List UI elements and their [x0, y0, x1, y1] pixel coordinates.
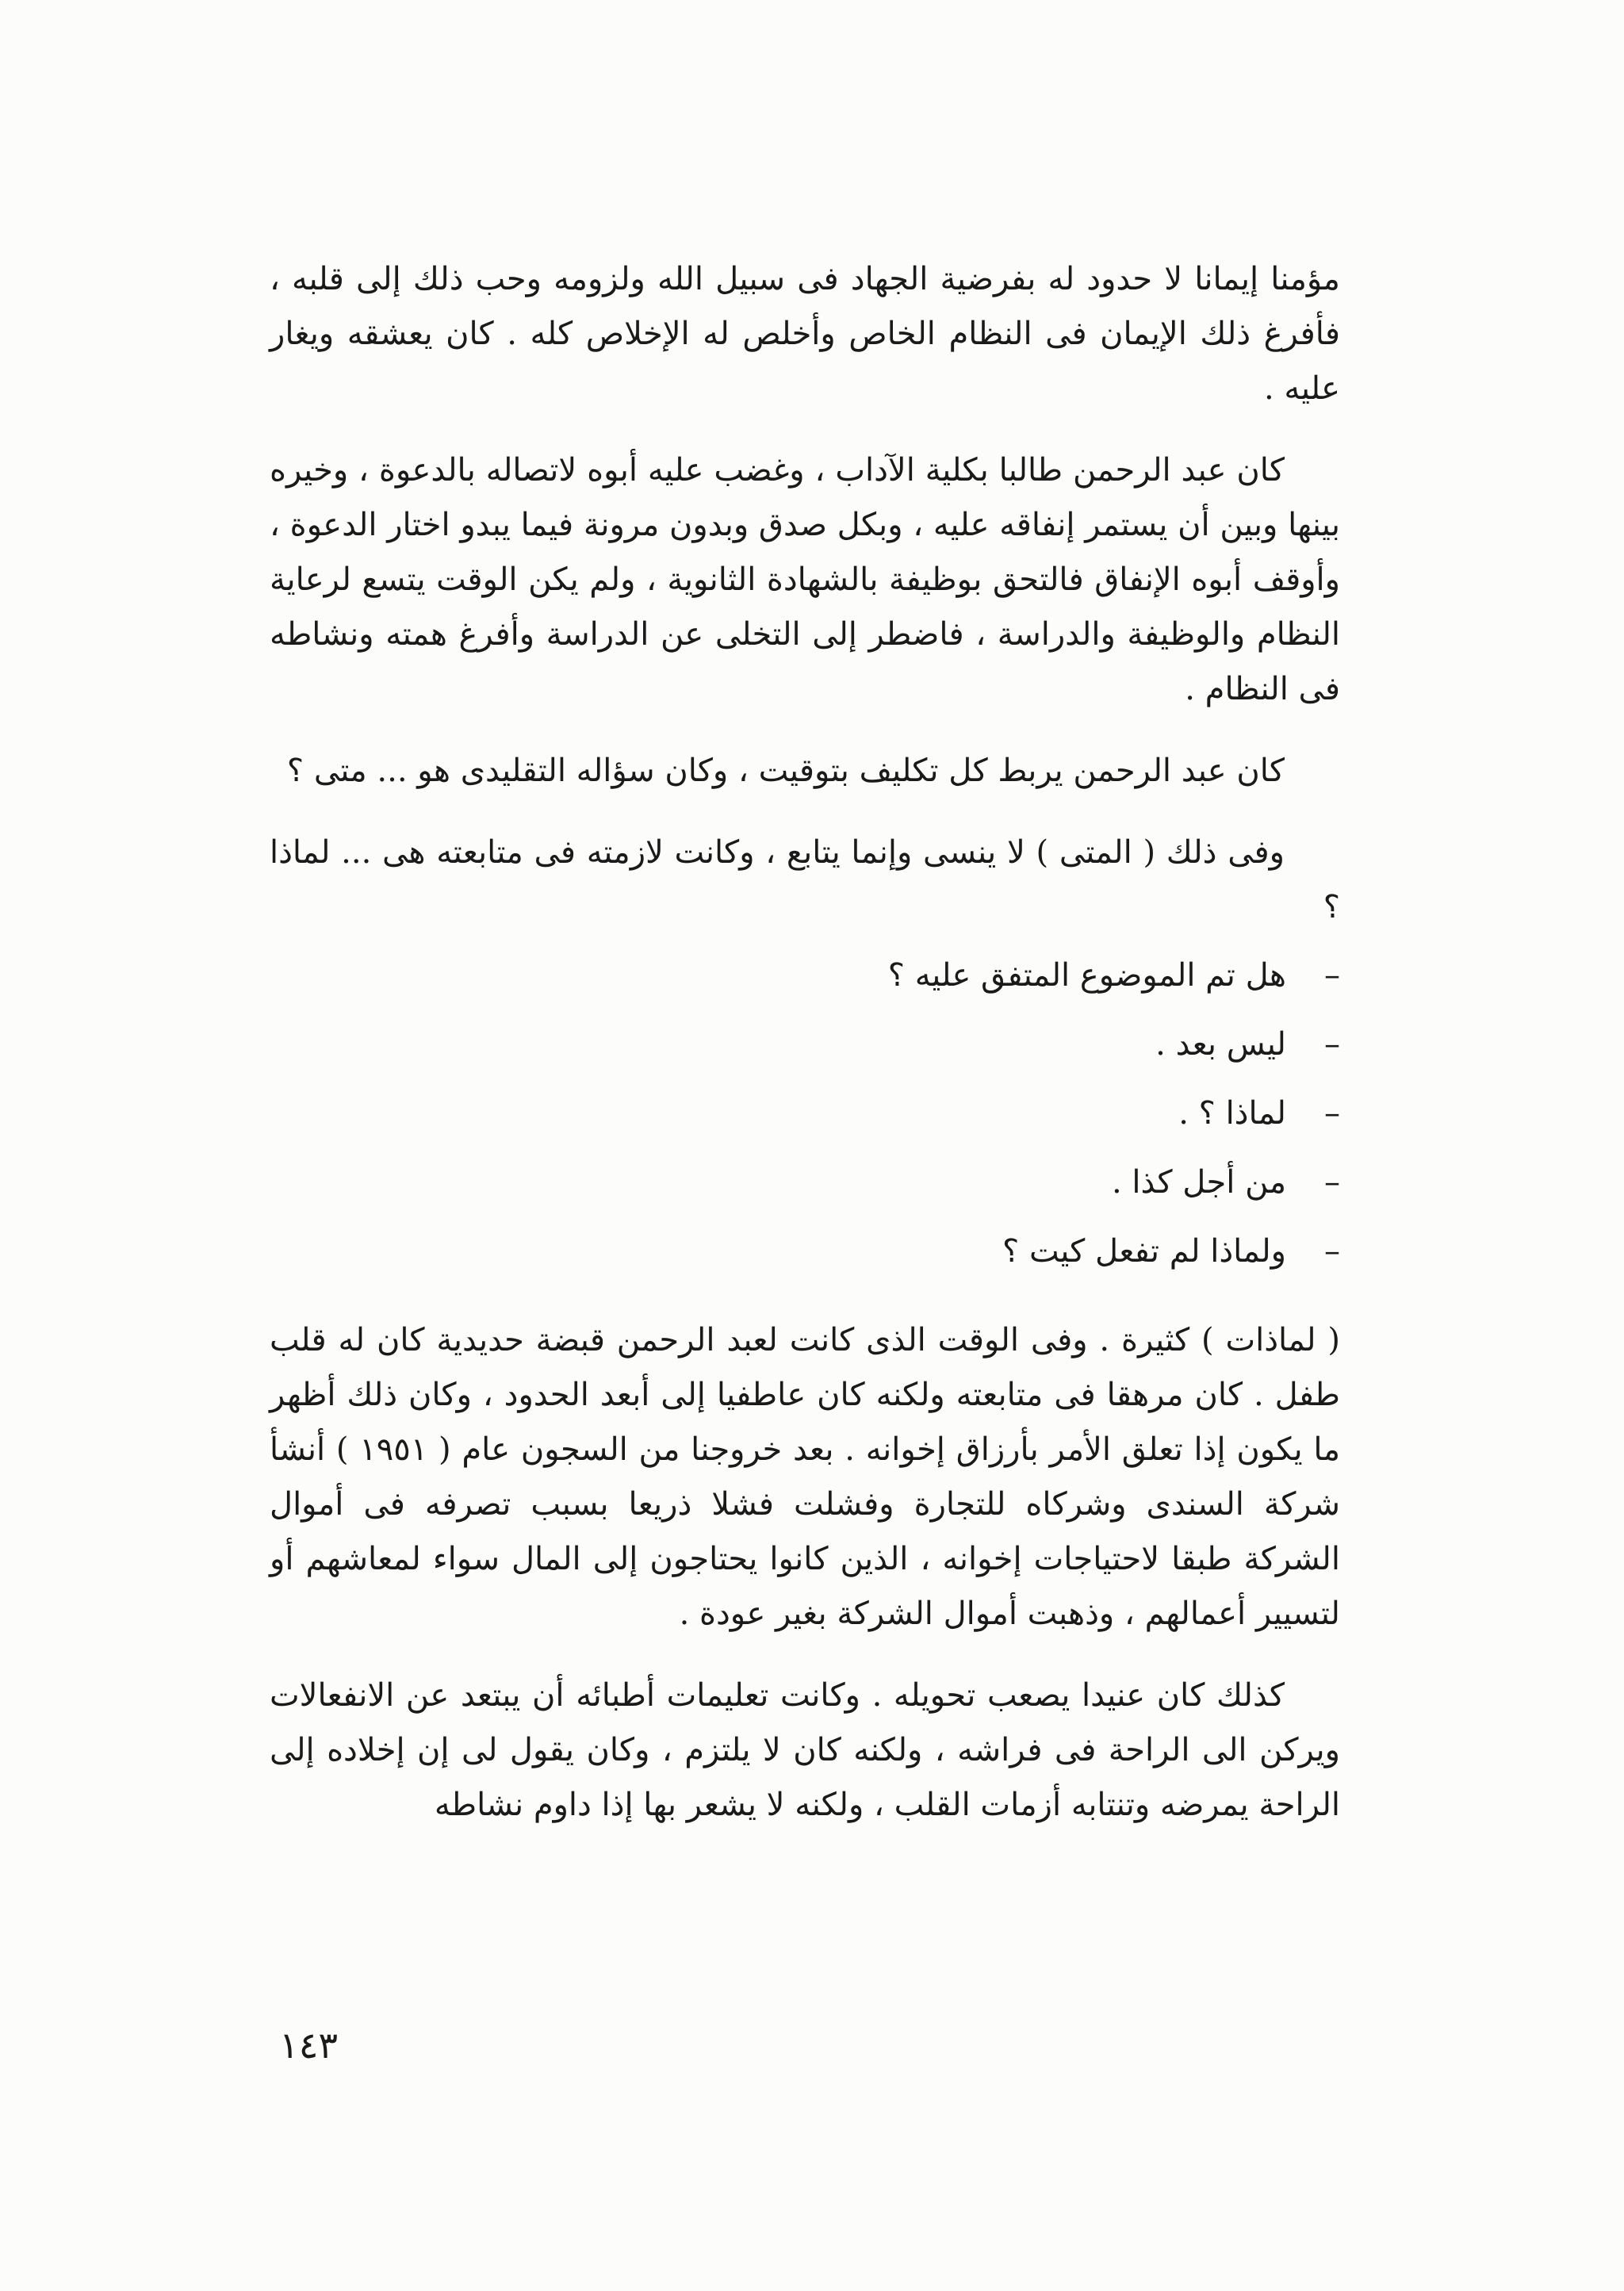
page-number: ١٤٣: [279, 2024, 339, 2067]
paragraph-why: وفى ذلك ( المتى ) لا ينسى وإنما يتابع ، وكانت لازمته فى متابعته هى ... لماذا ؟: [270, 834, 1340, 925]
dialogue-line: [270, 941, 1340, 1010]
dash-marker: –: [1324, 1095, 1340, 1132]
dialogue-text: ولماذا لم تفعل كيت ؟: [1002, 1233, 1286, 1270]
paragraph-continuation: مؤمنا إيمانا لا حدود له بفرضية الجهاد فى سبيل الله ولزومه وحب ذلك إلى قلبه ، فأفرغ ذلك الإيمان فى النظام الخاص وأخلص له الإخلاص كله . كان يعشقه ويغار عليه .: [270, 261, 1340, 407]
dialogue-text: هل تم الموضوع المتفق عليه ؟: [887, 957, 1286, 994]
paragraph-timing: كان عبد الرحمن يربط كل تكليف بتوقيت ، وكان سؤاله التقليدى هو ... متى ؟: [286, 753, 1285, 789]
dialogue-line: [270, 1148, 1340, 1217]
dash-marker: –: [1324, 1164, 1340, 1201]
dash-marker: –: [1324, 1026, 1340, 1063]
dialogue-line: [270, 1010, 1340, 1079]
paragraph-student: كان عبد الرحمن طالبا بكلية الآداب ، وغضب عليه أبوه لاتصاله بالدعوة ، وخيره بينها وبين أن يستمر إنفاقه عليه ، وبكل صدق وبدون مرونة فيما يبدو اختار الدعوة ، وأوقف أبوه الإنفاق فالتحق بوظيفة بالشهادة الثانوية ، ولم يكن الوقت يتسع لرعاية النظام والوظيفة والدراسة ، فاضطر إلى التخلى عن الدراسة وأفرغ همته ونشاطه فى النظام .: [270, 452, 1340, 707]
dialogue-text: من أجل كذا .: [1111, 1164, 1286, 1201]
paragraph-whys: ( لماذات ) كثيرة . وفى الوقت الذى كانت لعبد الرحمن قبضة حديدية كان له قلب طفل . كان مرهقا فى متابعته ولكنه كان عاطفيا إلى أبعد الحدود ، وكان ذلك أظهر ما يكون إذا تعلق الأمر بأرزاق إخوانه . بعد خروجنا من السجون عام ( ١٩٥١ ) أنشأ شركة السندى وشركاه للتجارة وفشلت فشلا ذريعا بسبب تصرفه فى أموال الشركة طبقا لاحتياجات إخوانه ، الذين كانوا يحتاجون إلى المال سواء لمعاشهم أو لتسيير أعمالهم ، وذهبت أموال الشركة بغير عودة .: [270, 1322, 1340, 1632]
dash-marker: –: [1324, 1233, 1340, 1270]
dialogue-text: لماذا ؟ .: [1178, 1095, 1286, 1132]
dialogue-list: [270, 941, 1340, 1286]
body-text: [270, 252, 1340, 1833]
dialogue-line: [270, 1217, 1340, 1286]
paragraph-stubborn: كذلك كان عنيدا يصعب تحويله . وكانت تعليمات أطبائه أن يبتعد عن الانفعالات ويركن الى الراحة فى فراشه ، ولكنه كان لا يلتزم ، وكان يقول لى إن إخلاده إلى الراحة يمرضه وتنتابه أزمات القلب ، ولكنه لا يشعر بها إذا داوم نشاطه: [270, 1677, 1340, 1823]
dialogue-text: ليس بعد .: [1155, 1026, 1286, 1063]
dash-marker: –: [1324, 957, 1340, 994]
dialogue-line: [270, 1079, 1340, 1148]
